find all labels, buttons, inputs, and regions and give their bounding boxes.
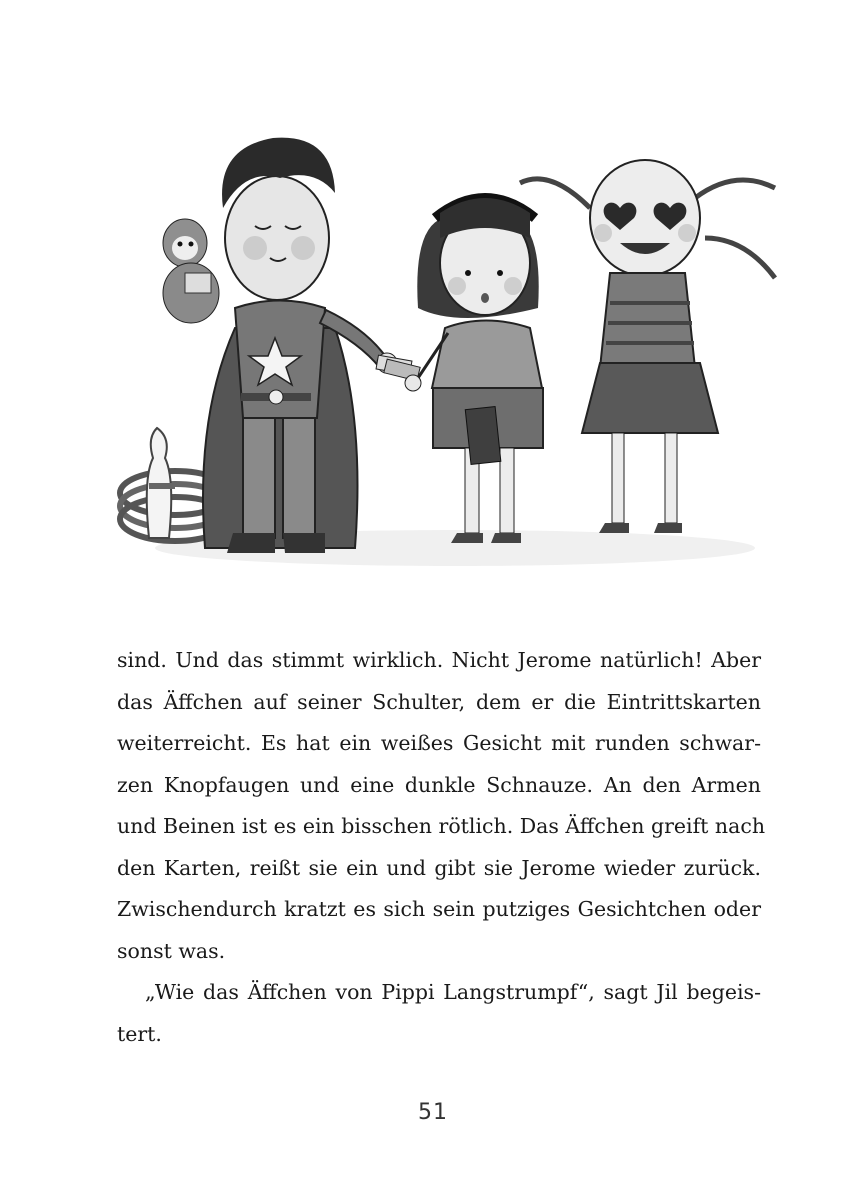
girl-with-braids [520, 160, 775, 533]
text-line: sonst was. [117, 938, 226, 963]
page-number: 51 [418, 1100, 448, 1125]
text-line: den Karten, reißt sie ein und gibt sie Jerome wieder zurück. [117, 855, 761, 880]
text-line: das Äffchen auf seiner Schulter, dem er die Eintrittskarten [117, 689, 761, 714]
boy-figure [163, 138, 397, 553]
girl-with-bag [405, 198, 543, 543]
body-text [117, 640, 766, 1055]
bowling-pin [147, 428, 175, 538]
text-line: und Beinen ist es ein bisschen rötlich. Das Äffchen greift nach [117, 814, 766, 838]
text-line: Zwischendurch kratzt es sich sein putziges Gesichtchen oder [117, 897, 761, 921]
text-line: sind. Und das stimmt wirklich. Nicht Jerome natürlich! Aber [117, 648, 761, 672]
text-line: weiterreicht. Es hat ein weißes Gesicht mit runden schwar- [117, 731, 761, 755]
text-line: tert. [117, 1021, 162, 1046]
text-line: „Wie das Äffchen von Pippi Langstrumpf“, sagt Jil begeis- [145, 980, 761, 1004]
story-illustration [105, 108, 805, 588]
text-line: zen Knopfaugen und eine dunkle Schnauze. An den Armen [117, 772, 761, 797]
